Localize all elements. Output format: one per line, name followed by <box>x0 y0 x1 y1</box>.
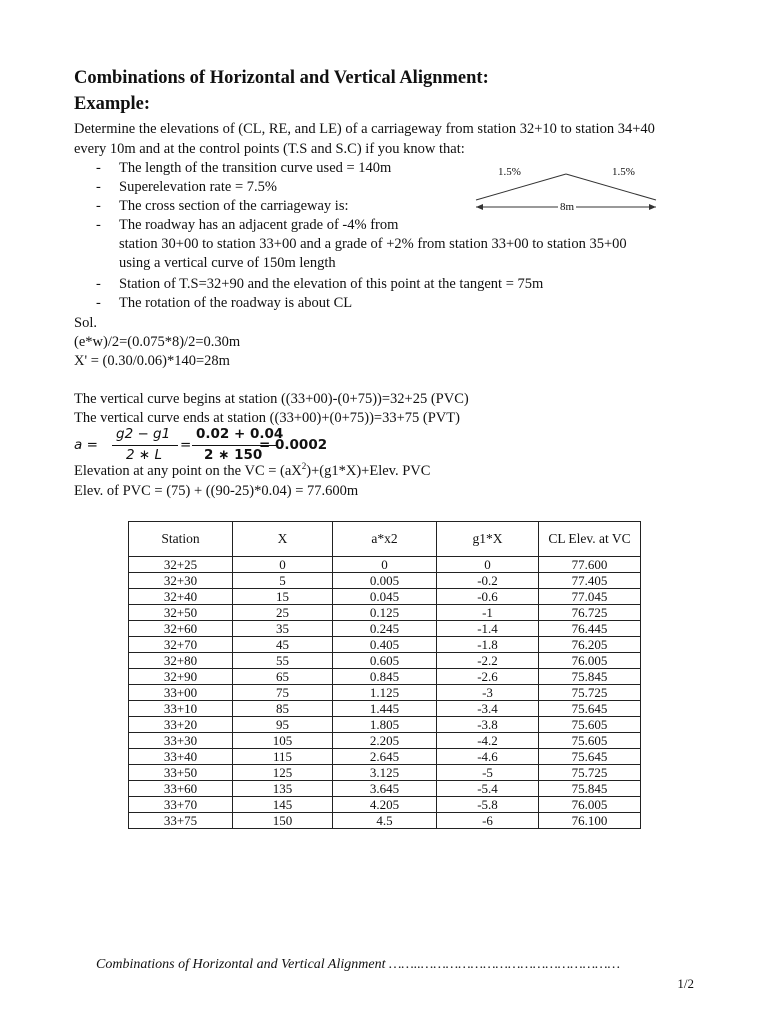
table-cell: 0.005 <box>333 573 437 589</box>
table-cell: 0.605 <box>333 653 437 669</box>
table-body <box>129 557 641 829</box>
formula-denominator-1: 2 ∗ L <box>126 447 163 463</box>
table-cell: -2.2 <box>437 653 539 669</box>
table-cell: 45 <box>233 637 333 653</box>
table-cell: 77.045 <box>539 589 641 605</box>
table-cell: -1.8 <box>437 637 539 653</box>
width-label: 8m <box>560 201 575 213</box>
table-cell: 33+10 <box>129 701 233 717</box>
bullet-dash: - <box>96 217 101 233</box>
table-cell: -1 <box>437 605 539 621</box>
column-header-x: X <box>233 522 333 557</box>
table-cell: 3.125 <box>333 765 437 781</box>
table-cell: -4.2 <box>437 733 539 749</box>
sol-line-2: X' = (0.30/0.06)*140=28m <box>74 353 230 369</box>
table-cell: -0.2 <box>437 573 539 589</box>
table-cell: 32+50 <box>129 605 233 621</box>
table-cell: 32+70 <box>129 637 233 653</box>
bullet-text: The roadway has an adjacent grade of -4% from <box>119 217 399 233</box>
table-cell: 32+30 <box>129 573 233 589</box>
table-cell: -2.6 <box>437 669 539 685</box>
vc-end-line: The vertical curve ends at station ((33+00)+(0+75))=33+75 (PVT) <box>74 410 460 426</box>
table-cell: 33+50 <box>129 765 233 781</box>
table-cell: 0.045 <box>333 589 437 605</box>
table-cell: 0 <box>333 557 437 573</box>
cross-section-diagram <box>466 160 666 220</box>
vc-begin-line: The vertical curve begins at station ((33+00)-(0+75))=32+25 (PVC) <box>74 391 469 407</box>
left-arrowhead <box>476 204 483 210</box>
intro-line-1: Determine the elevations of (CL, RE, and LE) of a carriageway from station 32+10 to station 34+40 <box>74 121 655 137</box>
example-heading: Example: <box>74 94 151 114</box>
column-header-ax2: a*x2 <box>333 522 437 557</box>
table-cell: 33+75 <box>129 813 233 829</box>
bullet-dash: - <box>96 198 101 214</box>
a-formula <box>74 426 334 466</box>
table-cell: 32+40 <box>129 589 233 605</box>
table-cell: 2.205 <box>333 733 437 749</box>
table-cell: 76.725 <box>539 605 641 621</box>
table-cell: 75.645 <box>539 749 641 765</box>
table-cell: 77.600 <box>539 557 641 573</box>
table-cell: 1.125 <box>333 685 437 701</box>
table-cell: 5 <box>233 573 333 589</box>
right-slope-label: 1.5% <box>612 166 635 178</box>
table-cell: 76.205 <box>539 637 641 653</box>
table-cell: -5.8 <box>437 797 539 813</box>
column-header-g1x: g1*X <box>437 522 539 557</box>
right-slope-line <box>566 174 656 200</box>
table-cell: 115 <box>233 749 333 765</box>
table-cell: 76.005 <box>539 653 641 669</box>
table-cell: 125 <box>233 765 333 781</box>
table-cell: 15 <box>233 589 333 605</box>
table-header-row <box>129 522 641 557</box>
sol-label: Sol. <box>74 315 97 331</box>
table-row <box>129 589 641 605</box>
table-cell: 75.725 <box>539 765 641 781</box>
table-cell: 65 <box>233 669 333 685</box>
table-cell: 0 <box>437 557 539 573</box>
table-row <box>129 701 641 717</box>
table-cell: 85 <box>233 701 333 717</box>
formula-numerator-1: g2 − g1 <box>116 426 171 442</box>
bullet-continuation: using a vertical curve of 150m length <box>119 255 336 271</box>
table-cell: 76.005 <box>539 797 641 813</box>
bullet-text: Superelevation rate = 7.5% <box>119 179 277 195</box>
table-cell: 33+30 <box>129 733 233 749</box>
table-row <box>129 621 641 637</box>
table-cell: 145 <box>233 797 333 813</box>
bullet-text: The cross section of the carriageway is: <box>119 198 349 214</box>
table-cell: 33+20 <box>129 717 233 733</box>
table-row <box>129 797 641 813</box>
table-cell: 33+60 <box>129 781 233 797</box>
elevation-exponent: 2 <box>301 461 307 472</box>
table-row <box>129 637 641 653</box>
table-row <box>129 733 641 749</box>
table-row <box>129 765 641 781</box>
bullet-dash: - <box>96 179 101 195</box>
table-cell: 33+40 <box>129 749 233 765</box>
bullet-dash: - <box>96 295 101 311</box>
table-cell: 75.605 <box>539 733 641 749</box>
bullet-continuation: station 30+00 to station 33+00 and a grade of +2% from station 33+00 to station 35+00 <box>119 236 627 252</box>
column-header-cl-elev: CL Elev. at VC <box>539 522 641 557</box>
table-cell: 55 <box>233 653 333 669</box>
table-cell: 150 <box>233 813 333 829</box>
table-cell: -3.8 <box>437 717 539 733</box>
table-row <box>129 669 641 685</box>
table-cell: 76.445 <box>539 621 641 637</box>
table-cell: -3.4 <box>437 701 539 717</box>
table-cell: 95 <box>233 717 333 733</box>
table-cell: 76.100 <box>539 813 641 829</box>
table-cell: -5 <box>437 765 539 781</box>
table-cell: 135 <box>233 781 333 797</box>
page-number: 1/2 <box>677 976 694 991</box>
bullet-text: The rotation of the roadway is about CL <box>119 295 353 311</box>
table-cell: 32+90 <box>129 669 233 685</box>
formula-numerator-2: 0.02 + 0.04 <box>196 426 284 442</box>
elevation-prefix: Elevation at any point on the VC = (aX <box>74 463 302 479</box>
bullet-dash: - <box>96 160 101 176</box>
elevation-table <box>128 521 641 829</box>
bullet-text: Station of T.S=32+90 and the elevation of this point at the tangent = 75m <box>119 276 544 292</box>
table-cell: 75 <box>233 685 333 701</box>
bullet-text: The length of the transition curve used = 140m <box>119 160 392 176</box>
bullet-dash: - <box>96 276 101 292</box>
table-cell: 77.405 <box>539 573 641 589</box>
page-footer: Combinations of Horizontal and Vertical Alignment ……..………………………………………… <box>96 957 621 972</box>
column-header-station: Station <box>129 522 233 557</box>
table-cell: 75.645 <box>539 701 641 717</box>
table-row <box>129 813 641 829</box>
table-row <box>129 685 641 701</box>
table-cell: 75.605 <box>539 717 641 733</box>
table-cell: -3 <box>437 685 539 701</box>
table-row <box>129 781 641 797</box>
table-cell: -4.6 <box>437 749 539 765</box>
table-cell: 0.245 <box>333 621 437 637</box>
left-slope-label: 1.5% <box>498 166 521 178</box>
table-cell: 33+70 <box>129 797 233 813</box>
table-cell: -6 <box>437 813 539 829</box>
table-row <box>129 653 641 669</box>
table-row <box>129 557 641 573</box>
table-row <box>129 605 641 621</box>
formula-eq: = <box>180 437 192 453</box>
formula-result: = 0.0002 <box>259 437 328 453</box>
table-cell: 35 <box>233 621 333 637</box>
table-cell: 2.645 <box>333 749 437 765</box>
table-cell: -1.4 <box>437 621 539 637</box>
table-cell: 33+00 <box>129 685 233 701</box>
elevation-formula-line <box>74 463 430 480</box>
table-cell: -5.4 <box>437 781 539 797</box>
intro-line-2: every 10m and at the control points (T.S and S.C) if you know that: <box>74 141 465 157</box>
elevation-suffix: )+(g1*X)+Elev. PVC <box>306 463 431 479</box>
table-cell: 25 <box>233 605 333 621</box>
right-arrowhead <box>649 204 656 210</box>
table-cell: 32+25 <box>129 557 233 573</box>
sol-line-1: (e*w)/2=(0.075*8)/2=0.30m <box>74 334 241 350</box>
table-cell: 0.405 <box>333 637 437 653</box>
table-cell: 75.845 <box>539 781 641 797</box>
table-cell: 4.205 <box>333 797 437 813</box>
left-slope-line <box>476 174 566 200</box>
table-cell: 0.845 <box>333 669 437 685</box>
formula-lhs: a = <box>74 437 98 453</box>
table-cell: 105 <box>233 733 333 749</box>
page-title: Combinations of Horizontal and Vertical Alignment: <box>74 68 489 88</box>
formula-denominator-2: 2 ∗ 150 <box>204 447 263 463</box>
table-row <box>129 573 641 589</box>
table-row <box>129 749 641 765</box>
table-cell: 75.725 <box>539 685 641 701</box>
table-cell: 1.805 <box>333 717 437 733</box>
table-cell: 75.845 <box>539 669 641 685</box>
table-cell: 0.125 <box>333 605 437 621</box>
pvc-elevation-line: Elev. of PVC = (75) + ((90-25)*0.04) = 77.600m <box>74 483 359 499</box>
table-cell: 32+80 <box>129 653 233 669</box>
table-cell: 4.5 <box>333 813 437 829</box>
table-cell: 3.645 <box>333 781 437 797</box>
table-cell: -0.6 <box>437 589 539 605</box>
fraction-bar-1 <box>112 445 178 446</box>
table-cell: 32+60 <box>129 621 233 637</box>
table-cell: 1.445 <box>333 701 437 717</box>
table-row <box>129 717 641 733</box>
table-cell: 0 <box>233 557 333 573</box>
